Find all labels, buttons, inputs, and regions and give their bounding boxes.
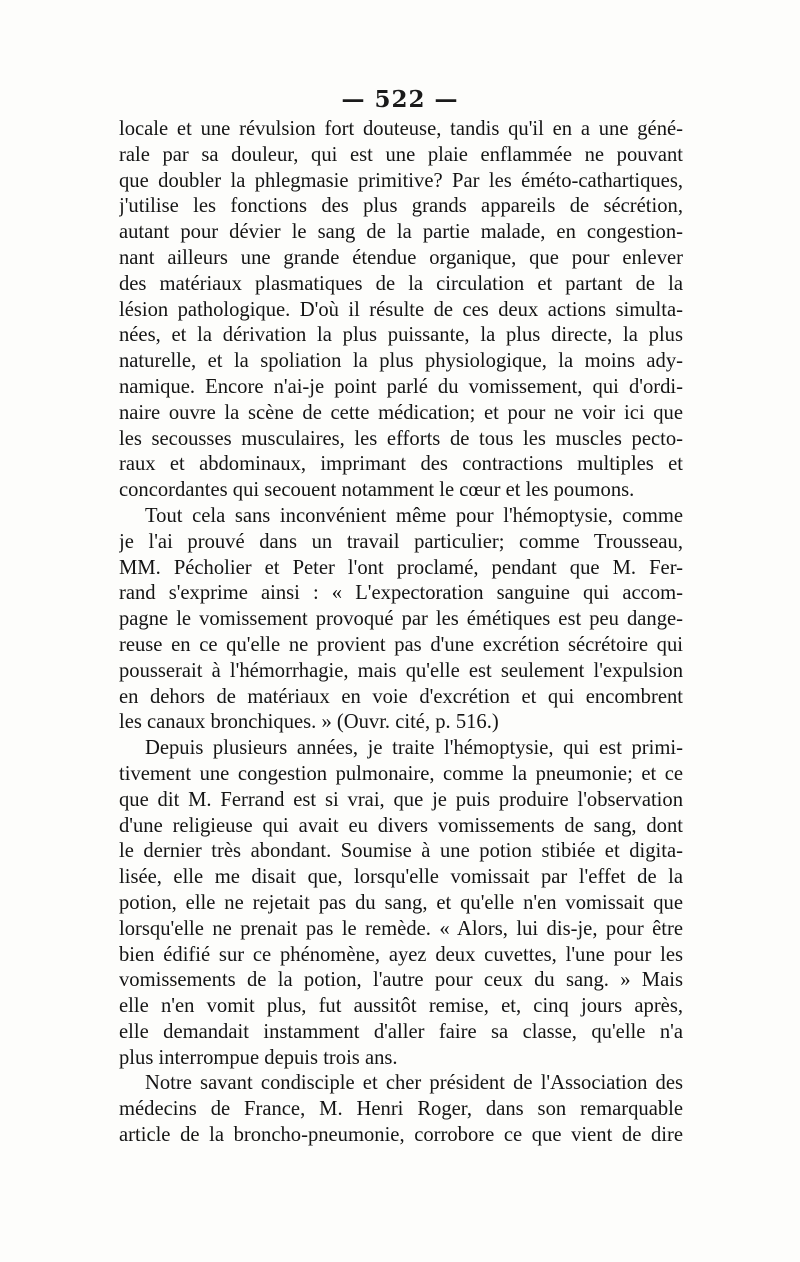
text-line: elle demandait instamment d'aller faire sa classe, qu'elle n'a — [119, 1020, 683, 1043]
text-line: médecins de France, M. Henri Roger, dans son remarquable — [119, 1098, 683, 1121]
text-line: article de la broncho-pneumonie, corrobore ce que vient de dire — [119, 1124, 683, 1147]
text-line: potion, elle ne rejetait pas du sang, et qu'elle n'en vomissait que — [119, 891, 683, 914]
text-line: nées, et la dérivation la plus puissante, la plus directe, la plus — [119, 324, 683, 347]
text-line: Depuis plusieurs années, je traite l'hémoptysie, qui est primi- — [145, 737, 683, 760]
paragraph — [119, 736, 683, 1071]
paragraph — [119, 1071, 683, 1148]
text-line: raux et abdominaux, imprimant des contractions multiples et — [119, 453, 683, 476]
text-line: bien édifié sur ce phénomène, ayez deux cuvettes, l'une pour les — [119, 943, 683, 966]
text-line: j'utilise les fonctions des plus grands appareils de sécrétion, — [119, 195, 683, 218]
text-line: namique. Encore n'ai-je point parlé du vomissement, qui d'ordi- — [119, 375, 683, 398]
paragraph — [119, 504, 683, 736]
text-line: lisée, elle me disait que, lorsqu'elle vomissait par l'effet de la — [119, 866, 683, 889]
page-number: — 522 — — [341, 86, 459, 113]
text-line: Notre savant condisciple et cher président de l'Association des — [145, 1072, 683, 1095]
text-line: locale et une révulsion fort douteuse, tandis qu'il en a une géné- — [119, 118, 683, 140]
body-text — [119, 117, 683, 1149]
text-line: les canaux bronchiques. » (Ouvr. cité, p. 516.) — [119, 711, 499, 734]
text-line: elle n'en vomit plus, fut aussitôt remise, et, cinq jours après, — [119, 995, 683, 1018]
text-line: rale par sa douleur, qui est une plaie enflammée ne pouvant — [119, 143, 683, 166]
text-line: reuse en ce qu'elle ne provient pas d'une excrétion sécrétoire qui — [119, 633, 683, 656]
text-line: le dernier très abondant. Soumise à une potion stibiée et digita- — [119, 840, 683, 863]
text-line: plus interrompue depuis trois ans. — [119, 1046, 398, 1069]
text-line: MM. Pécholier et Peter l'ont proclamé, pendant que M. Fer- — [119, 556, 683, 579]
text-line: pousserait à l'hémorrhagie, mais qu'elle est seulement l'expulsion — [119, 659, 683, 682]
text-line: lorsqu'elle ne prenait pas le remède. « Alors, lui dis-je, pour être — [119, 917, 683, 940]
text-line: lésion pathologique. D'où il résulte de ces deux actions simulta- — [119, 298, 683, 321]
text-line: que doubler la phlegmasie primitive? Par les éméto-cathartiques, — [119, 169, 683, 192]
text-line: vomissements de la potion, l'autre pour ceux du sang. » Mais — [119, 969, 683, 992]
text-line: les secousses musculaires, les efforts de tous les muscles pecto- — [119, 427, 683, 450]
text-line: nant ailleurs une grande étendue organique, que pour enlever — [119, 246, 683, 269]
text-line: en dehors de matériaux en voie d'excrétion et qui encombrent — [119, 685, 683, 708]
text-line: autant pour dévier le sang de la partie malade, en congestion- — [119, 221, 683, 244]
text-line: je l'ai prouvé dans un travail particulier; comme Trousseau, — [119, 530, 683, 553]
text-line: rand s'exprime ainsi : « L'expectoration sanguine qui accom- — [119, 582, 683, 605]
text-line: naturelle, et la spoliation la plus physiologique, la moins ady- — [119, 350, 683, 373]
text-line: que dit M. Ferrand est si vrai, que je puis produire l'observation — [119, 788, 683, 811]
text-line: d'une religieuse qui avait eu divers vomissements de sang, dont — [119, 814, 683, 837]
text-line: pagne le vomissement provoqué par les émétiques est peu dange- — [119, 608, 683, 631]
text-line: tivement une congestion pulmonaire, comme la pneumonie; et ce — [119, 762, 683, 785]
text-line: des matériaux plasmatiques de la circulation et partant de la — [119, 272, 683, 295]
text-line: Tout cela sans inconvénient même pour l'hémoptysie, comme — [145, 504, 683, 527]
text-line: naire ouvre la scène de cette médication; et pour ne voir ici que — [119, 401, 683, 424]
paragraph — [119, 117, 683, 504]
text-line: concordantes qui secouent notamment le cœur et les poumons. — [119, 479, 635, 502]
